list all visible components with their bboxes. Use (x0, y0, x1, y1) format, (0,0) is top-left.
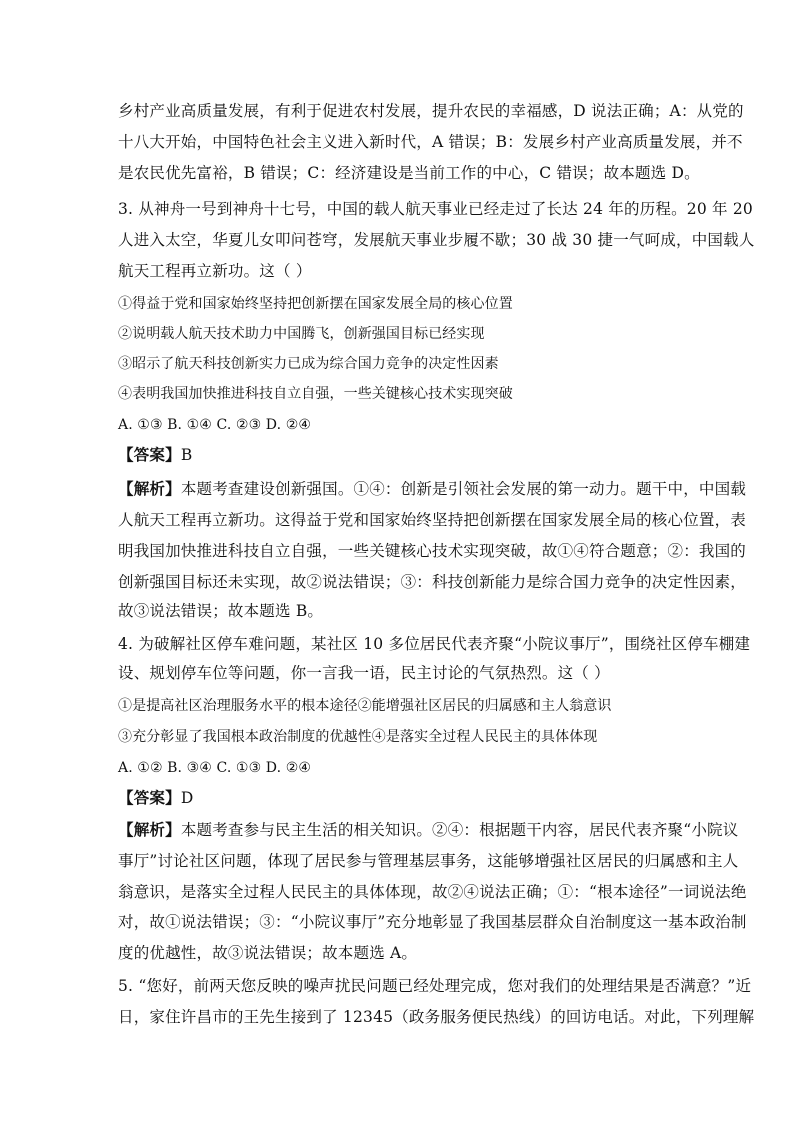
analysis-label: 【解析】 (118, 820, 181, 839)
q4-analysis-line (118, 820, 738, 840)
analysis-label: 【解析】 (118, 479, 181, 498)
q4-stem-line: 设、规划停车位等问题，你一言我一语，民主讨论的气氛热烈。这（ ） (118, 664, 610, 682)
q4-stem-line: 4. 为破解社区停车难问题，某社区 10 多位居民代表齐聚“小院议事厅”，围绕社区停车棚建 (118, 635, 751, 653)
answer-value: B (180, 446, 193, 464)
q3-option: ④表明我国加快推进科技自立自强，一些关键核心技术实现突破 (118, 386, 513, 402)
q4-option: ①是提高社区治理服务水平的根本途径②能增强社区居民的归属感和主人翁意识 (118, 698, 612, 714)
q4-option: ③充分彰显了我国根本政治制度的优越性④是落实全过程人民民主的具体体现 (118, 729, 598, 745)
q3-option: ②说明载人航天技术助力中国腾飞，创新强国目标已经实现 (118, 326, 485, 342)
q4-analysis-line: 事厅”讨论社区问题，体现了居民参与管理基层事务，这能够增强社区居民的归属感和主人 (118, 852, 739, 870)
q3-choices: A. ①③ B. ①④ C. ②③ D. ②④ (118, 417, 311, 433)
answer-label: 【答案】 (118, 788, 181, 807)
q3-stem-line: 航天工程再立新功。这（ ） (118, 262, 312, 280)
q3-analysis-line: 创新强国目标还未实现，故②说法错误；③：科技创新能力是综合国力竞争的决定性因素， (118, 573, 747, 591)
q5-stem-line: 5. “您好，前两天您反映的噪声扰民问题已经处理完成，您对我们的处理结果是否满意？”近 (118, 977, 752, 995)
q4-analysis-line: 度的优越性，故③说法错误；故本题选 A。 (118, 944, 418, 962)
q3-analysis-line: 人航天工程再立新功。这得益于党和国家始终坚持把创新摆在国家发展全局的核心位置，表 (118, 511, 747, 529)
q4-choices: A. ①② B. ③④ C. ①③ D. ②④ (118, 760, 311, 776)
q2-analysis-line: 十八大开始，中国特色社会主义进入新时代，A 错误；B：发展乡村产业高质量发展，并不 (118, 133, 743, 151)
answer-value: D (180, 789, 194, 807)
q3-analysis-line: 故③说法错误；故本题选 B。 (118, 602, 324, 620)
q3-analysis-line: 明我国加快推进科技自立自强，一些关键核心技术实现突破，故①④符合题意；②：我国的 (118, 542, 747, 560)
answer-label: 【答案】 (118, 445, 181, 464)
analysis-text: 本题考查参与民主生活的相关知识。②④：根据题干内容，居民代表齐聚“小院议 (180, 821, 739, 839)
q3-analysis-line (118, 479, 746, 499)
q4-analysis-line: 对，故①说法错误；③：“小院议事厅”充分地彰显了我国基层群众自治制度这一基本政治制 (118, 913, 747, 931)
q5-stem-line: 日，家住许昌市的王先生接到了 12345（政务服务便民热线）的回访电话。对此，下列理解 (118, 1008, 755, 1026)
q3-option: ③昭示了航天科技创新实力已成为综合国力竞争的决定性因素 (118, 356, 499, 372)
analysis-text: 本题考查建设创新强国。①④：创新是引领社会发展的第一动力。题干中，中国载 (180, 480, 747, 498)
q3-stem-line: 人进入太空，华夏儿女叩问苍穹，发展航天事业步履不歇；30 战 30 捷一气呵成，中国载人 (118, 231, 755, 249)
q2-analysis-line: 是农民优先富裕，B 错误；C：经济建设是当前工作的中心，C 错误；故本题选 D。 (118, 164, 700, 182)
q3-answer (118, 445, 192, 465)
q4-answer (118, 788, 193, 808)
q2-analysis-line: 乡村产业高质量发展，有利于促进农村发展，提升农民的幸福感，D 说法正确；A：从党的 (118, 102, 744, 120)
q4-analysis-line: 翁意识，是落实全过程人民民主的具体体现，故②④说法正确；①：“根本途径”一词说法绝 (118, 883, 747, 901)
q3-option: ①得益于党和国家始终坚持把创新摆在国家发展全局的核心位置 (118, 296, 513, 312)
q3-stem-line: 3. 从神舟一号到神舟十七号，中国的载人航天事业已经走过了长达 24 年的历程。20 年 20 (118, 200, 753, 218)
